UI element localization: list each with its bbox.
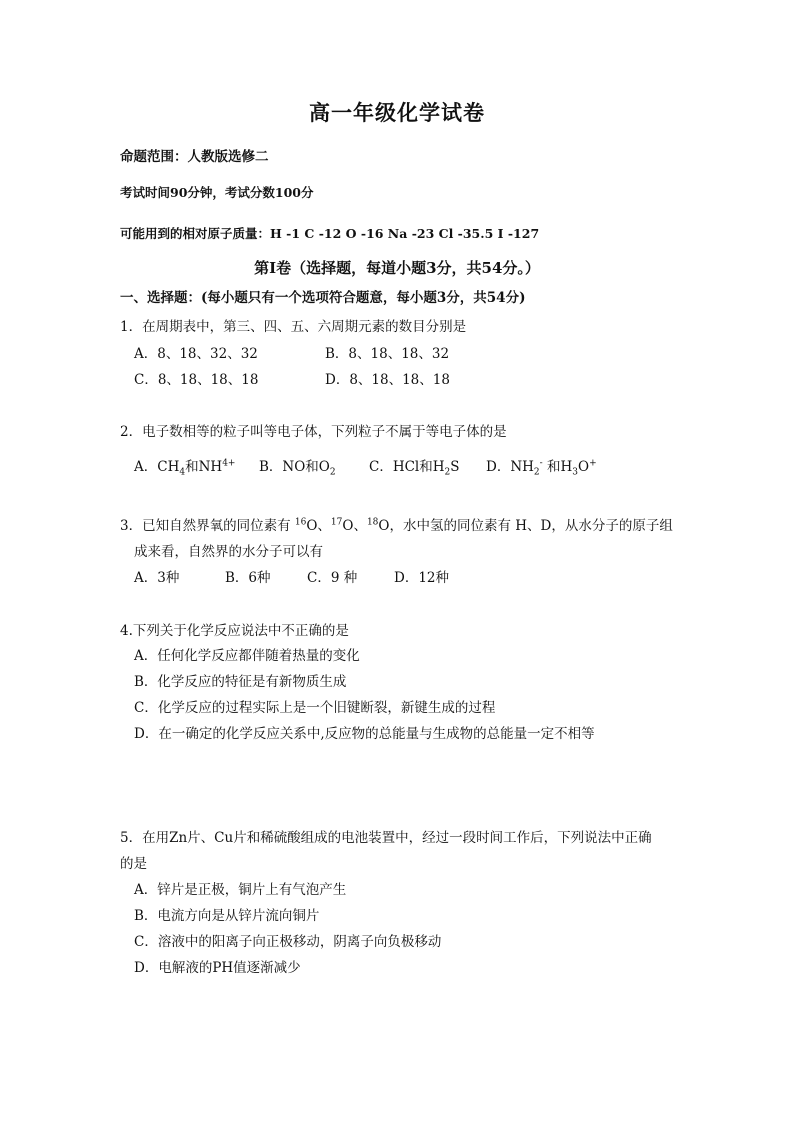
question-3-option-b: B．6种 bbox=[225, 570, 271, 586]
question-2-option-d bbox=[486, 458, 597, 476]
formula-text: D．NH bbox=[486, 459, 534, 475]
subscript: 2 bbox=[444, 467, 451, 478]
question-2-stem: 2．电子数相等的粒子叫等电子体，下列粒子不属于等电子体的是 bbox=[120, 424, 507, 440]
question-1-option-b: B．8、18、18、32 bbox=[325, 346, 450, 362]
question-3-option-c: C．9 种 bbox=[307, 570, 358, 586]
stem-text: O、 bbox=[342, 518, 367, 534]
question-4-option-a: A．任何化学反应都伴随着热量的变化 bbox=[134, 648, 360, 664]
subscript: 4 bbox=[179, 467, 186, 478]
subscript: 2 bbox=[533, 467, 540, 478]
question-2-option-a bbox=[134, 458, 235, 476]
question-5-option-b: B．电流方向是从锌片流向铜片 bbox=[134, 908, 320, 924]
question-5-stem: 5．在用Zn片、Cu片和稀硫酸组成的电池装置中，经过一段时间工作后，下列说法中正确 bbox=[120, 830, 652, 846]
stem-text: O，水中氢的同位素有 H、D，从水分子的原子组 bbox=[378, 518, 673, 534]
superscript: - bbox=[539, 458, 543, 469]
question-5-option-d: D．电解液的PH值逐渐减少 bbox=[134, 960, 301, 976]
question-5-option-a: A．锌片是正极，铜片上有气泡产生 bbox=[134, 882, 347, 898]
question-2-option-b bbox=[259, 458, 336, 476]
formula-text: A．CH bbox=[134, 459, 180, 475]
stem-text: O、 bbox=[306, 518, 331, 534]
question-5-stem-line2: 的是 bbox=[120, 856, 147, 872]
mass-number: 16 bbox=[294, 517, 307, 528]
question-3-option-d: D．12种 bbox=[394, 570, 450, 586]
mass-number: 17 bbox=[330, 517, 343, 528]
atomic-masses-line: 可能用到的相对原子质量：H -1 C -12 O -16 Na -23 Cl -35.5 I -127 bbox=[120, 226, 540, 241]
question-1-option-a: A．8、18、32、32 bbox=[134, 346, 258, 362]
mass-number: 18 bbox=[366, 517, 379, 528]
exam-title: 高一年级化学试卷 bbox=[309, 100, 485, 125]
question-4-option-d: D．在一确定的化学反应关系中,反应物的总能量与生成物的总能量一定不相等 bbox=[134, 726, 595, 742]
question-1-option-c: C．8、18、18、18 bbox=[134, 372, 259, 388]
superscript: 4+ bbox=[222, 458, 236, 469]
exam-info-line: 考试时间90分钟，考试分数100分 bbox=[120, 185, 314, 200]
question-1-stem: 1．在周期表中，第三、四、五、六周期元素的数目分别是 bbox=[120, 319, 467, 335]
formula-text: O bbox=[578, 459, 590, 475]
part-heading: 一、选择题：(每小题只有一个选项符合题意，每小题3分，共54分) bbox=[120, 290, 526, 306]
superscript: + bbox=[589, 458, 597, 469]
subscript: 2 bbox=[329, 467, 336, 478]
formula-text: B．NO和O bbox=[259, 459, 330, 475]
subscript: 3 bbox=[572, 467, 579, 478]
section-title: 第Ⅰ卷（选择题，每道小题3分，共54分。） bbox=[254, 259, 540, 277]
question-3-option-a: A．3种 bbox=[134, 570, 180, 586]
question-3-stem bbox=[120, 517, 673, 535]
question-1-option-d: D．8、18、18、18 bbox=[325, 372, 450, 388]
question-5-option-c: C．溶液中的阳离子向正极移动，阴离子向负极移动 bbox=[134, 934, 442, 950]
formula-text: 和H bbox=[542, 459, 573, 475]
question-4-option-c: C．化学反应的过程实际上是一个旧键断裂，新键生成的过程 bbox=[134, 700, 496, 716]
formula-text: S bbox=[450, 459, 460, 475]
stem-text: 3．已知自然界氧的同位素有 bbox=[120, 518, 295, 534]
question-3-stem-line2: 成来看，自然界的水分子可以有 bbox=[134, 544, 323, 560]
formula-text: C．HCl和H bbox=[369, 459, 445, 475]
question-4-option-b: B．化学反应的特征是有新物质生成 bbox=[134, 674, 347, 690]
question-2-option-c bbox=[369, 458, 460, 476]
formula-text: 和NH bbox=[185, 459, 223, 475]
scope-line: 命题范围：人教版选修二 bbox=[120, 149, 269, 165]
question-4-stem: 4.下列关于化学反应说法中不正确的是 bbox=[120, 623, 349, 639]
